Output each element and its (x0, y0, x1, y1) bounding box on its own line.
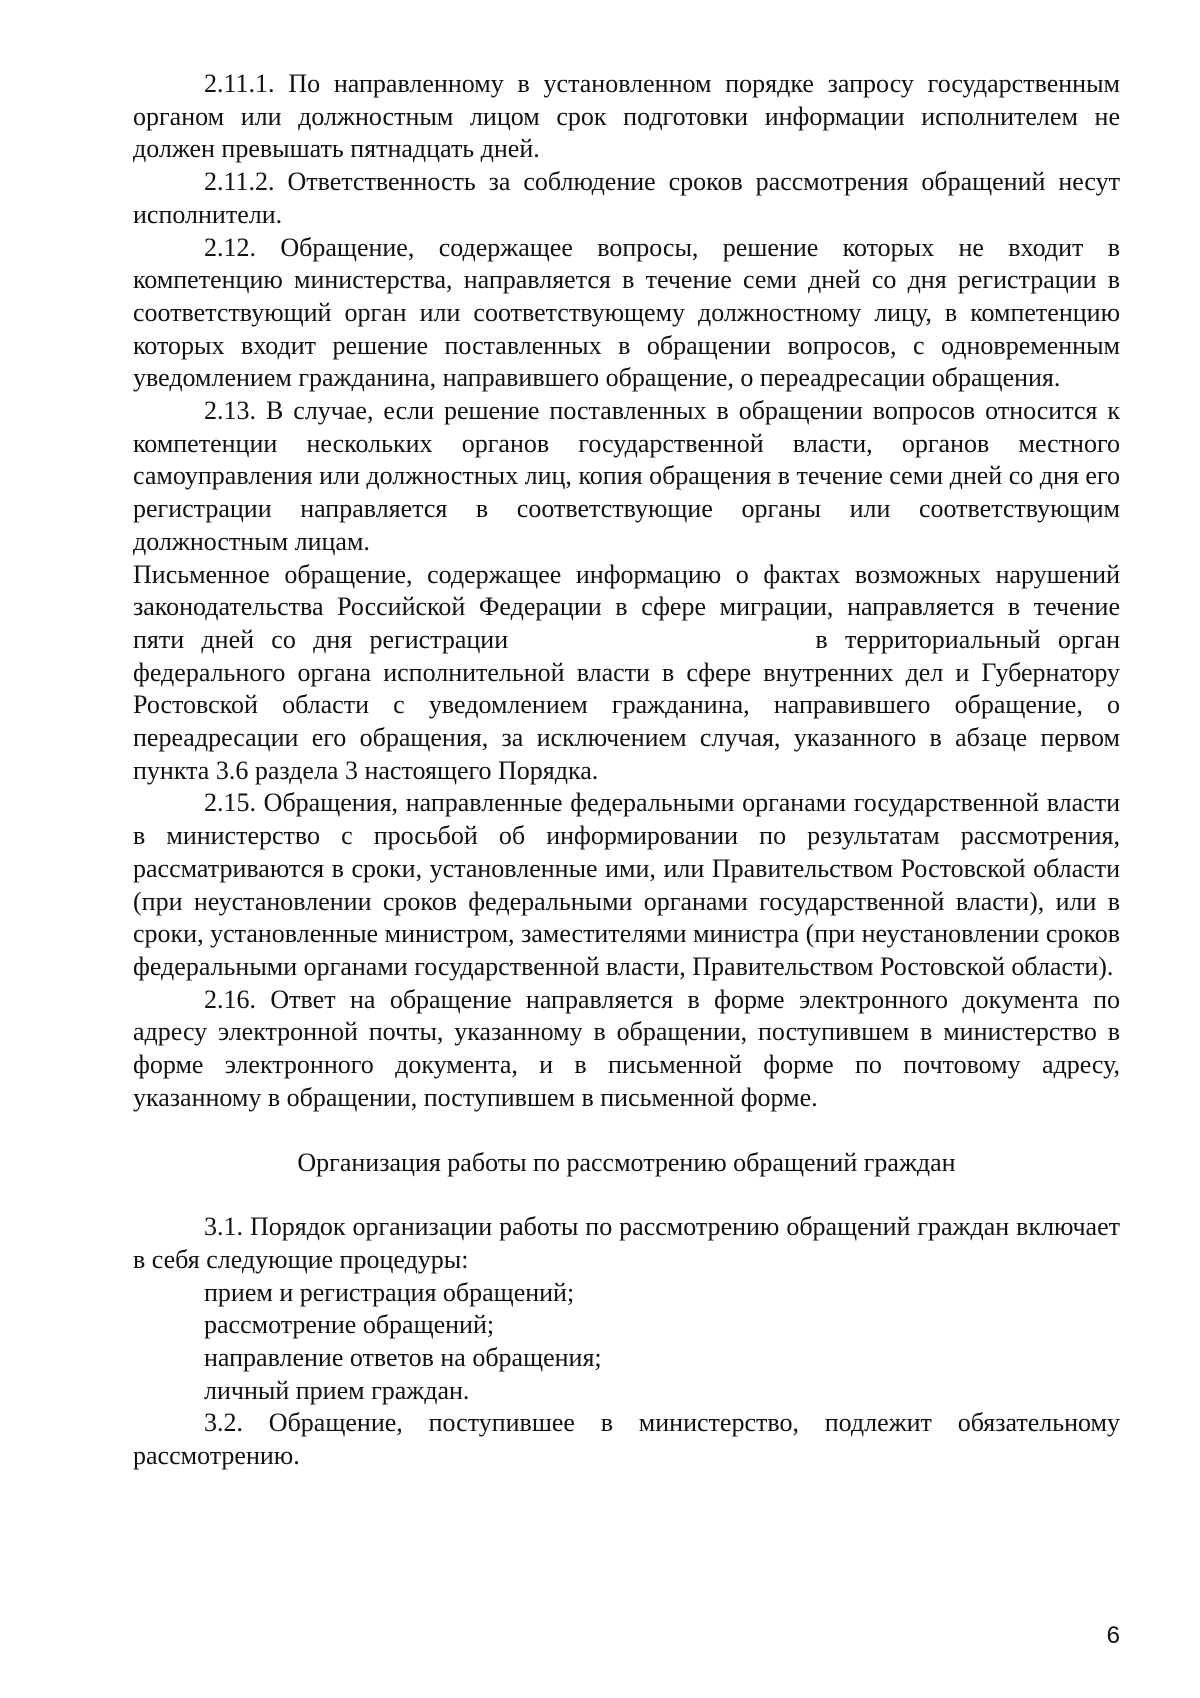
paragraph-2-11-2: 2.11.2. Ответственность за соблюдение сроков рассмотрения обращений несут исполнители. (133, 167, 1120, 229)
paragraph-written-appeal-part-b: в территориальный орган федерального органа исполнительной власти в сфере внутренних дел и Губернатору Ростовской области с уведомлением гражданина, направившего обращение, о переадресации его обращения, за исключением случая, указанного в абзаце первом пункта 3.6 раздела 3 настоящего Порядка. (133, 624, 1121, 785)
list-item: личный прием граждан. (204, 1375, 470, 1405)
paragraph-2-15: 2.15. Обращения, направленные федеральными органами государственной власти в министерство с просьбой об информировании по результатам рассмотрения, рассматриваются в сроки, установленные ими, или Правительством Ростовской области (при неустановлении сроков федеральными органами государственной власти), или в сроки, установленные министром, заместителями министра (при неустановлении сроков федеральными органами государственной власти, Правительством Ростовской области). (133, 788, 1120, 981)
paragraph-2-16: 2.16. Ответ на обращение направляется в форме электронного документа по адресу электронной почты, указанному в обращении, поступившем в министерство в форме электронного документа, и в письменной форме по почтовому адресу, указанному в обращении, поступившем в письменной форме. (133, 984, 1120, 1112)
paragraph-3-2: 3.2. Обращение, поступившее в министерство, подлежит обязательному рассмотрению. (133, 1408, 1120, 1471)
list-item: рассмотрение обращений; (204, 1310, 495, 1340)
list-item: прием и регистрация обращений; (204, 1277, 575, 1307)
section-title: Организация работы по рассмотрению обращений граждан (297, 1147, 956, 1177)
document-page (133, 68, 1120, 1473)
paragraph-2-13: 2.13. В случае, если решение поставленных в обращении вопросов относится к компетенции нескольких органов государственной власти, органов местного самоуправления или должностных лиц, копия обращения в течение семи дней со дня его регистрации направляется в соответствующие органы или соответствующим должностным лицам. (133, 396, 1120, 556)
paragraph-3-1: 3.1. Порядок организации работы по рассмотрению обращений граждан включает в себя следующие процедуры: (133, 1212, 1120, 1274)
list-item: направление ответов на обращения; (204, 1343, 602, 1373)
paragraph-2-11-1: 2.11.1. По направленному в установленном порядке запросу государственным органом или должностным лицом срок подготовки информации исполнителем не должен превышать пятнадцать дней. (133, 69, 1120, 164)
paragraph-written-appeal (133, 559, 1120, 788)
paragraph-written-appeal-part-a: Письменное обращение, содержащее информацию о фактах возможных нарушений законодательства Российской Федерации в сфере миграции, направляется в течение пяти дней со дня регистрации (133, 559, 1120, 654)
paragraph-2-12: 2.12. Обращение, содержащее вопросы, решение которых не входит в компетенцию министерства, направляется в течение семи дней со дня регистрации в соответствующий орган или соответствующему должностному лицу, в компетенцию которых входит решение поставленных в обращении вопросов, с одновременным уведомлением гражданина, направившего обращение, о переадресации обращения. (133, 232, 1120, 393)
page-number: 6 (1106, 1622, 1120, 1649)
